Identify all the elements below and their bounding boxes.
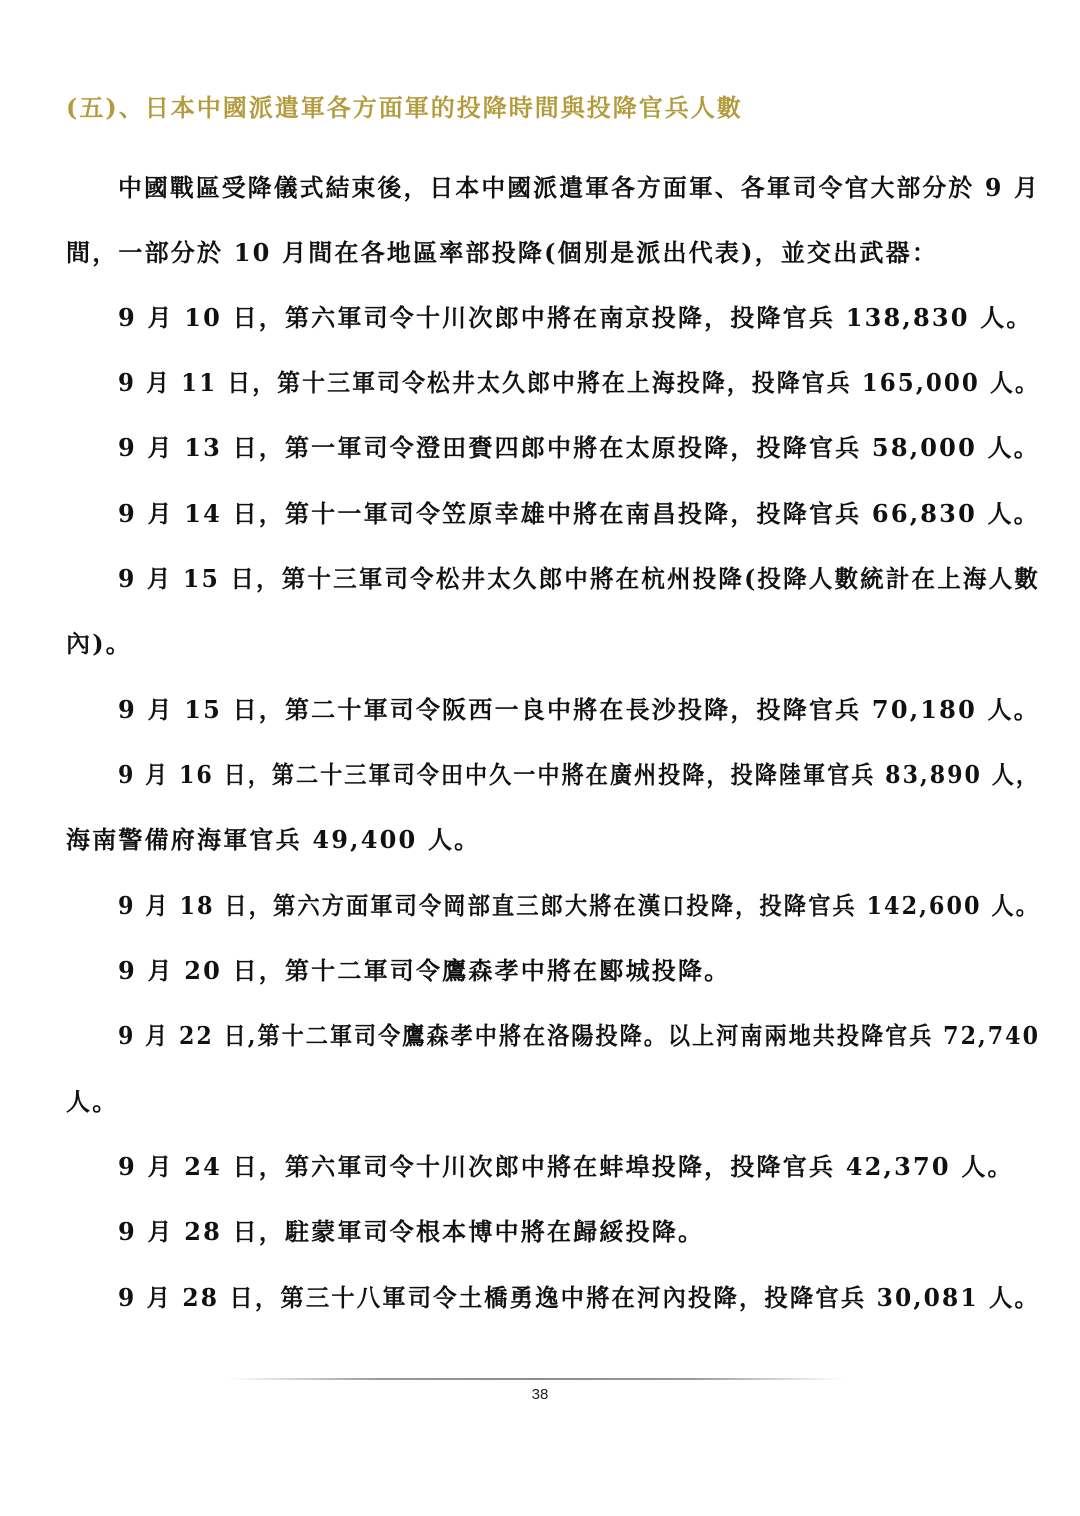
list-item: 9 月 16 日，第二十三軍司令田中久一中將在廣州投降，投降陸軍官兵 83,890 人， bbox=[118, 760, 1040, 789]
list-item: 9 月 20 日，第十二軍司令鷹森孝中將在郾城投降。 bbox=[118, 956, 731, 985]
paragraph-line: 間，一部分於 10 月間在各地區率部投降(個別是派出代表)，並交出武器： bbox=[66, 238, 939, 267]
list-item: 9 月 15 日，第十三軍司令松井太久郎中將在杭州投降(投降人數統計在上海人數 bbox=[118, 564, 1040, 593]
list-item-continuation: 海南警備府海軍官兵 49,400 人。 bbox=[66, 825, 481, 854]
paragraph-line: 中國戰區受降儀式結束後，日本中國派遣軍各方面軍、各軍司令官大部分於 9 月 bbox=[118, 173, 1040, 202]
list-item-continuation: 人。 bbox=[66, 1087, 119, 1116]
list-item: 9 月 11 日，第十三軍司令松井太久郎中將在上海投降，投降官兵 165,000 人。 bbox=[118, 368, 1040, 397]
list-item: 9 月 28 日，第三十八軍司令土橋勇逸中將在河內投降，投降官兵 30,081 人。 bbox=[118, 1283, 1040, 1312]
list-item: 9 月 22 日,第十二軍司令鷹森孝中將在洛陽投降。以上河南兩地共投降官兵 72,740 bbox=[118, 1021, 1040, 1050]
section-heading: (五)、日本中國派遣軍各方面軍的投降時間與投降官兵人數 bbox=[66, 93, 743, 122]
page-number: 38 bbox=[531, 1386, 549, 1403]
footer-divider bbox=[226, 1378, 846, 1380]
list-item: 9 月 18 日，第六方面軍司令岡部直三郎大將在漢口投降，投降官兵 142,600 人。 bbox=[118, 891, 1041, 920]
list-item: 9 月 24 日，第六軍司令十川次郎中將在蚌埠投降，投降官兵 42,370 人。 bbox=[118, 1152, 1014, 1181]
list-item: 9 月 15 日，第二十軍司令阪西一良中將在長沙投降，投降官兵 70,180 人。 bbox=[118, 695, 1040, 724]
list-item-continuation: 內)。 bbox=[66, 629, 132, 658]
list-item: 9 月 13 日，第一軍司令澄田賚四郎中將在太原投降，投降官兵 58,000 人。 bbox=[118, 433, 1040, 462]
list-item: 9 月 10 日，第六軍司令十川次郎中將在南京投降，投降官兵 138,830 人。 bbox=[118, 303, 1033, 332]
list-item: 9 月 14 日，第十一軍司令笠原幸雄中將在南昌投降，投降官兵 66,830 人。 bbox=[118, 499, 1040, 528]
list-item: 9 月 28 日，駐蒙軍司令根本博中將在歸綏投降。 bbox=[118, 1217, 705, 1246]
